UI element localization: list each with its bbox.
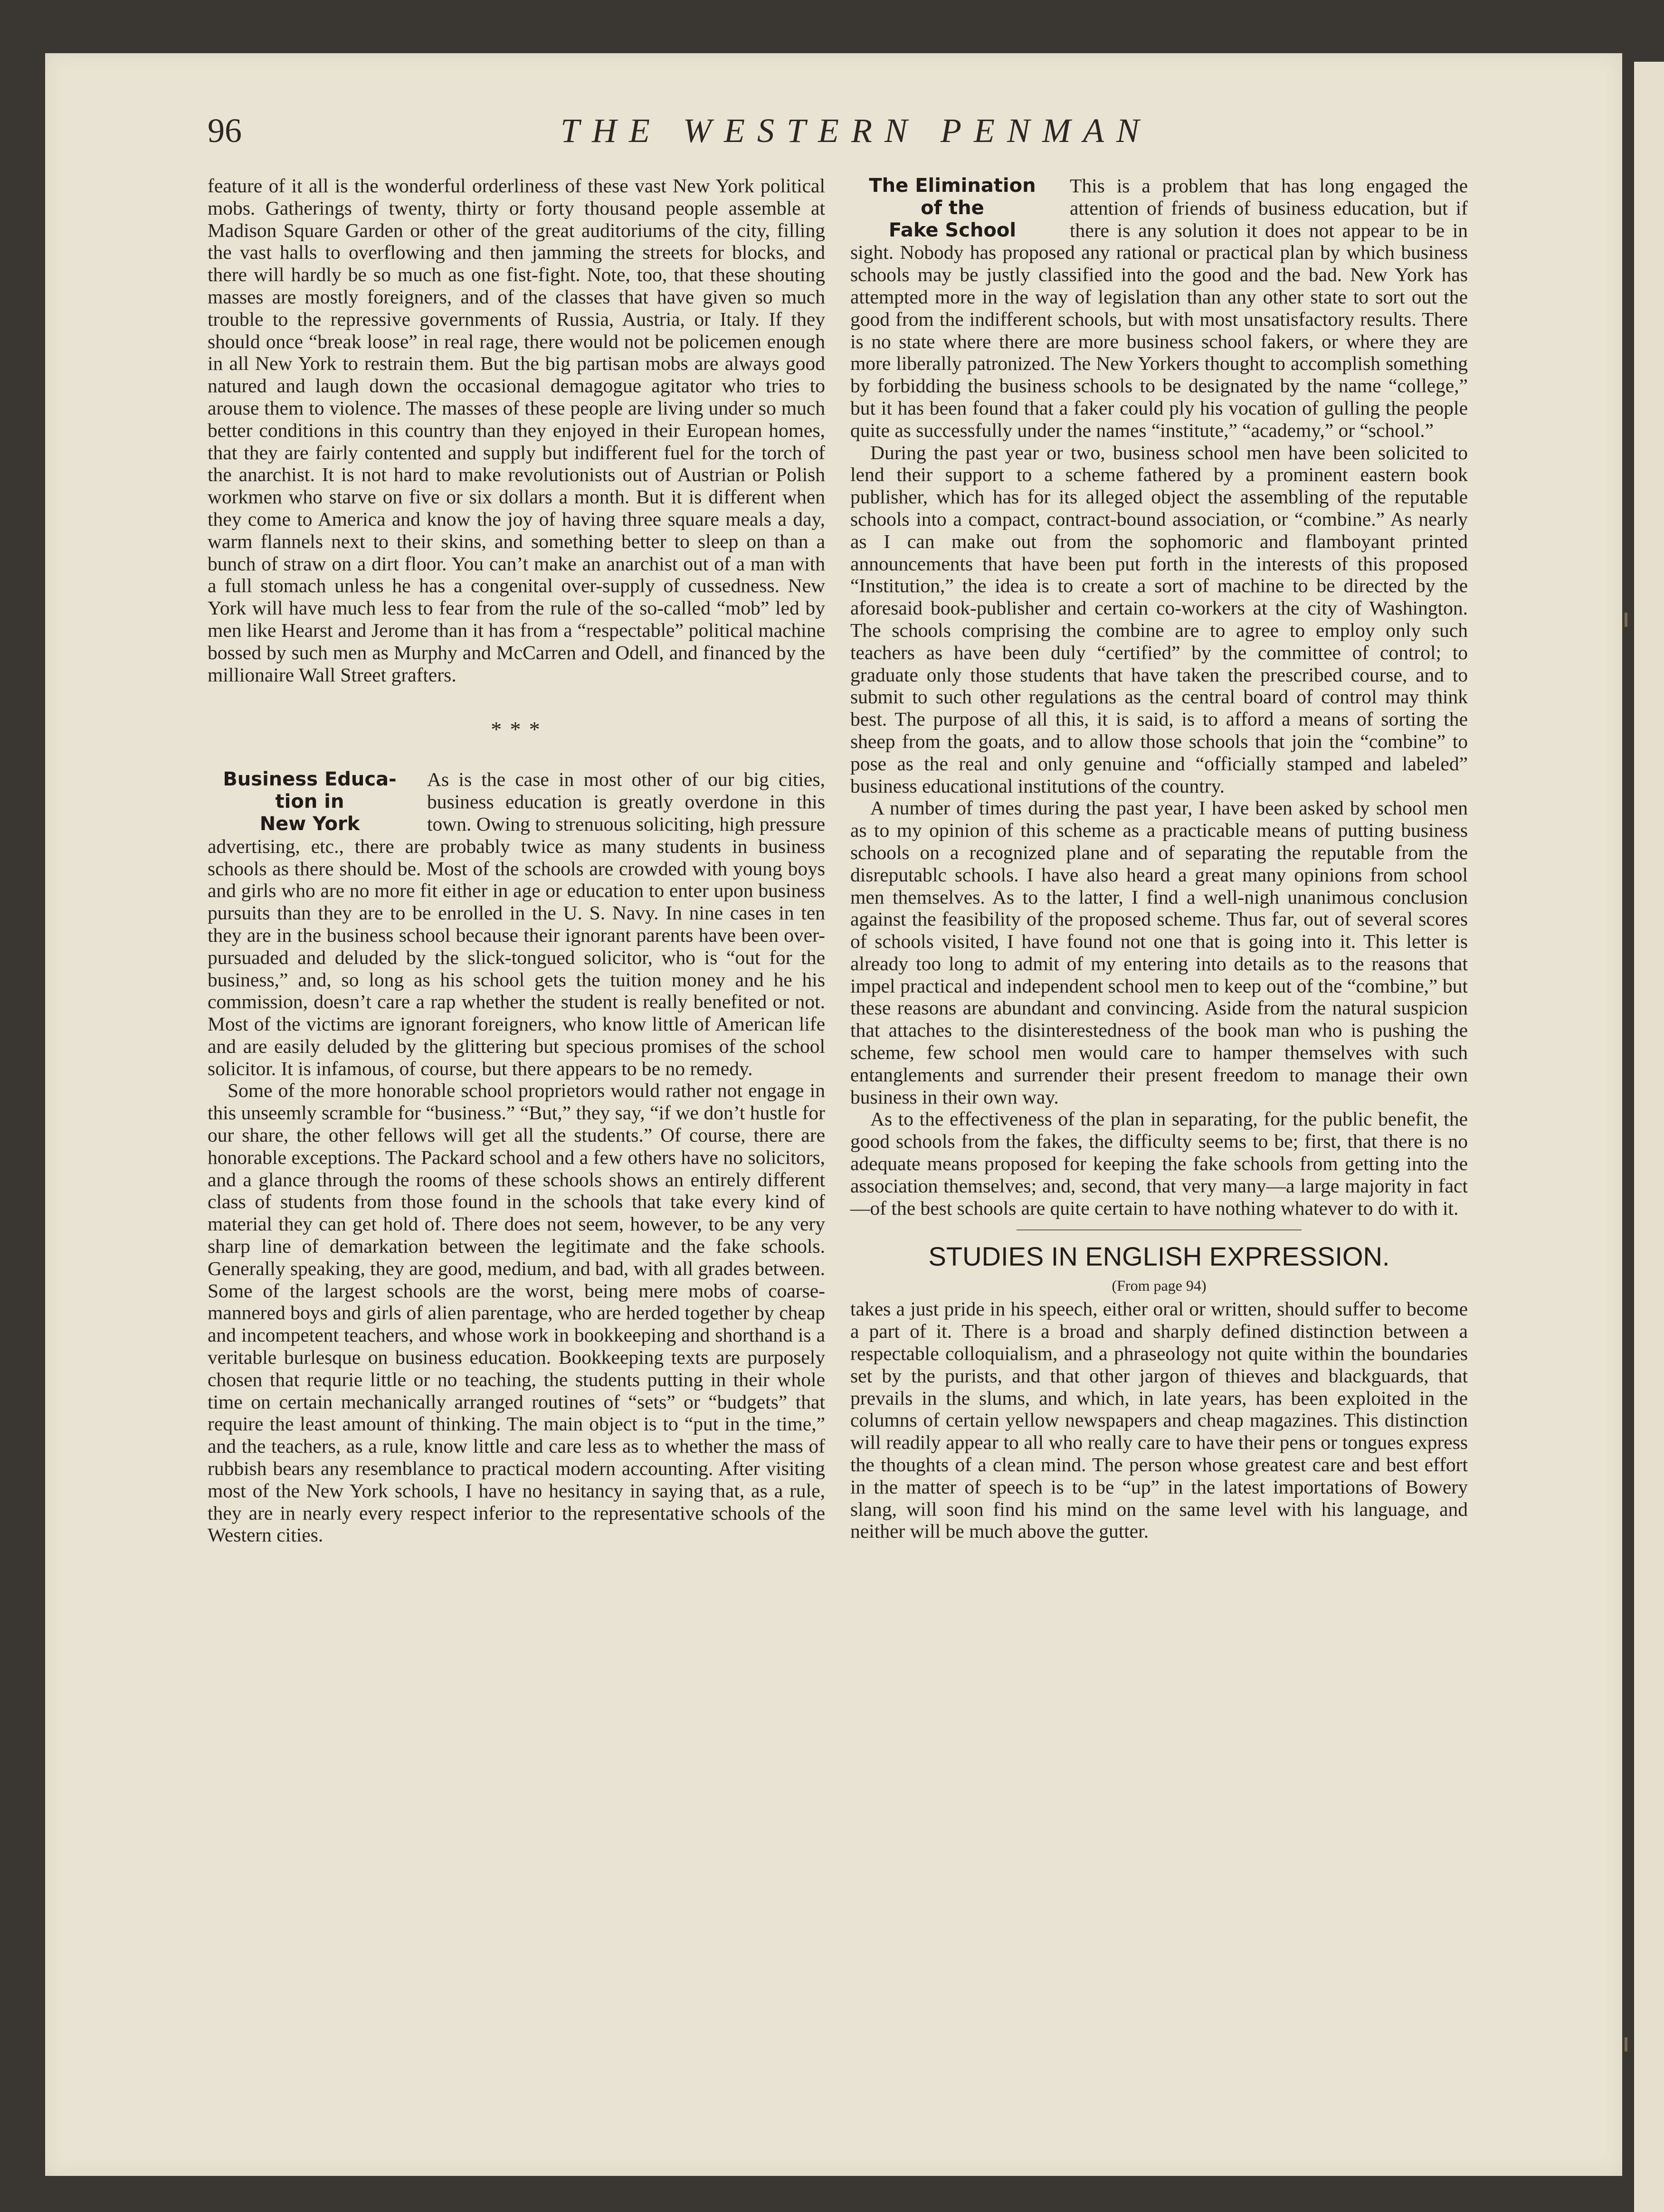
paragraph: As to the effectiveness of the plan in separating, for the public benefit, the good schools from the fakes, the difficulty seems to be; first, that there is no adequate means proposed for keeping the fake schools from getting into the association themselves; and, second, that very many—a large majority in fact—of the best schools are quite certain to have nothing whatever to do with it.: [850, 1108, 1468, 1219]
paragraph: Some of the more honorable school proprietors would rather not engage in this unseemly scramble for “business.” “But,” they say, “if we don’t hustle for our share, the other fellows will get all the students.” Of course, there are honorable exceptions. The Packard school and a few others have no solicitors, and a glance through the rooms of these schools shows an entirely different class of students from those found in the schools that take every kind of material they can get hold of. There does not seem, however, to be any very sharp line of demarkation between the legitimate and the fake schools. Generally speaking, they are good, medium, and bad, with all grades between. Some of the largest schools are the worst, being mere mobs of coarse-mannered boys and girls of alien parentage, who are herded together by cheap and incompetent teachers, and whose work in bookkeeping and shorthand is a veritable burlesque on business education. Bookkeeping texts are purposely chosen that requrie little or no teaching, the students putting in their whole time on certain mechanically arranged routines of “sets” or “budgets” that require the least amount of thinking. The main object is to “put in the time,” and the teachers, as a rule, know little and care less as to whether the mass of rubbish bears any resemblance to practical modern accounting. After visiting most of the New York schools, I have no hesitancy in saying that, as a rule, they are in nearly every respect inferior to the representative schools of the Western cities.: [208, 1079, 825, 1546]
section-separator: * * *: [491, 717, 542, 742]
side-heading-line: Business Educa-: [223, 768, 397, 791]
section-title: STUDIES IN ENGLISH EXPRESSION.: [928, 1241, 1390, 1272]
paragraph: During the past year or two, business school men have been solicited to lend their support to a scheme fathered by a prominent eastern book publisher, which has for its alleged object the assembling of the reputable schools into a compact, contract-bound association, or “combine.” As nearly as I can make out from the sophomoric and flamboyant printed announcements that have been put forth in the interests of this proposed “Institution,” the idea is to create a sort of machine to be directed by the aforesaid book-publisher and certain co-workers at the city of Washington. The schools comprising the combine are to agree to employ only such teachers as have been duly “certified” by the committee of control; to graduate only those students that have taken the prescribed course, and to submit to such other regulations as the central board of control may think best. The purpose of all this, it is said, is to afford a means of sorting the sheep from the goats, and to allow those schools that join the “combine” to pose as the real and only genuine and “officially stamped and labeled” business educational institutions of the country.: [850, 441, 1468, 797]
running-title: THE WESTERN PENMAN: [561, 112, 1151, 150]
left-column: [208, 175, 825, 1546]
paragraph: A number of times during the past year, I have been asked by school men as to my opinion of this scheme as a practicable means of putting business schools on a recognized plane and of separating the reputable from the disreputablc schools. I have also heard a great many opinions from school men themselves. As to the latter, I find a well-nigh unanimous conclusion against the feasibility of the proposed scheme. Thus far, out of several scores of schools visited, I have found not one that is going into it. This letter is already too long to admit of my entering into details as to the reasons that impel practical and independent school men to keep out of the “combine,” but these reasons are abundant and convincing. Aside from the natural suspicion that attaches to the disinterestedness of the book man who is pushing the scheme, few school men would care to hamper themselves with such entanglements and surrender their present freedom to manage their own business in their own way.: [850, 797, 1468, 1108]
side-heading-line: Fake School: [888, 219, 1017, 241]
section-rule: [1017, 1229, 1302, 1230]
side-heading-line: New York: [259, 813, 360, 835]
side-heading-line: of the: [921, 197, 984, 219]
continued-from-note: (From page 94): [1112, 1277, 1207, 1295]
page-edge-mark: [1625, 2037, 1627, 2051]
side-heading-line: The Elimination: [869, 175, 1036, 197]
side-heading-business-education: [208, 768, 412, 835]
paragraph: This is a problem that has long engaged the attention of friends of business education, but if there is any solution it does not appear to be in sight. Nobody has proposed any rational or practical plan by which business schools may be justly classified into the good and the bad. New York has attempted more in the way of legislation than any other state to sort out the good from the indifferent schools, but with most unsatisfactory results. There is no state where there are more business school fakers, or where they are more liberally patronized. The New Yorkers thought to accomplish something by forbidding the business schools to be designated by the name “college,” but it has been found that a faker could ply his vocation of gulling the people quite as successfully under the names “institute,” “academy,” or “school.”: [850, 175, 1468, 441]
page-edge-mark: [1625, 613, 1627, 627]
side-heading-line: tion in: [275, 791, 344, 813]
paragraph: takes a just pride in his speech, either oral or written, should suffer to become a part of it. There is a broad and sharply defined distinction between a respectable colloquialism, and a phraseology not quite within the boundaries set by the purists, and that other jargon of thieves and blackguards, that prevails in the slums, and which, in late years, has been exploited in the columns of certain yellow newspapers and cheap magazines. This distinction will readily appear to all who really care to have their pens or tongues express the thoughts of a clean mind. The person whose greatest care and best effort in the matter of speech is to be “up” in the latest importations of Bowery slang, will soon find his mind on the same level with his language, and neither will be much above the gutter.: [850, 1298, 1468, 1542]
page-number: 96: [208, 112, 242, 150]
right-column: [850, 175, 1468, 1542]
adjacent-page-edge: [1634, 62, 1664, 2212]
side-heading-fake-school: [850, 175, 1055, 241]
paragraph: feature of it all is the wonderful orderliness of these vast New York political mobs. Gatherings of twenty, thirty or forty thousand people assemble at Madison Square Garden or other of the great auditoriums of the city, filling the vast halls to overflowing and then jamming the streets for blocks, and there will hardly be so much as one fist-fight. Note, too, that these shouting masses are mostly foreigners, and of the classes that have given so much trouble to the repressive governments of Russia, Austria, or Italy. If they should once “break loose” in real rage, there would not be policemen enough in all New York to restrain them. But the big partisan mobs are always good natured and laugh down the occasional demagogue agitator who tries to arouse them to violence. The masses of these people are living under so much better conditions in this country than they enjoyed in their European homes, that they are fairly contented and supply but indifferent fuel for the torch of the anarchist. It is not hard to make revolutionists out of Austrian or Polish workmen who starve on five or six dollars a month. But it is different when they come to America and know the joy of having three square meals a day, warm flannels next to their skins, and something better to sleep on than a bunch of straw on a dirt floor. You can’t make an anarchist out of a man with a full stomach unless he has a congenital over-supply of cussedness. New York will have much less to fear from the rule of the so-called “mob” led by men like Hearst and Jerome than it has from a “respectable” political machine bossed by such men as Murphy and McCarren and Odell, and financed by the millionaire Wall Street grafters.: [208, 175, 825, 686]
paragraph: As is the case in most other of our big cities, business education is greatly overdone in this town. Owing to strenuous soliciting, high pressure advertising, etc., there are probably twice as many students in business schools as there should be. Most of the schools are crowded with young boys and girls who are no more fit either in age or education to enter upon business pursuits than they are to be enrolled in the U. S. Navy. In nine cases in ten they are in the business school because their ignorant parents have been over-pursuaded and deluded by the slick-tongued solicitor, who is “out for the business,” and, so long as his school gets the tuition money and he his commission, doesn’t care a rap whether the student is really benefited or not. Most of the victims are ignorant foreigners, who know little of American life and are easily deluded by the glittering but specious promises of the school solicitor. It is infamous, of course, but there appears to be no remedy.: [208, 768, 825, 1079]
page-header: [208, 107, 1504, 154]
